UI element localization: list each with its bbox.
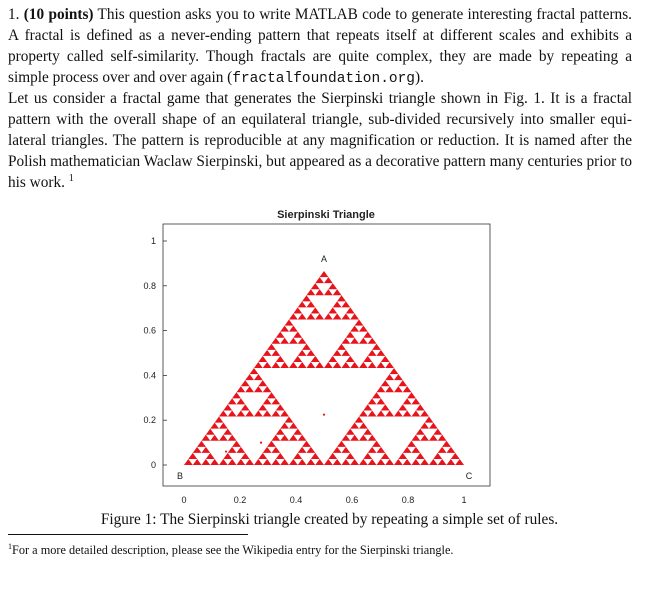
chart-title: Sierpinski Triangle bbox=[277, 209, 375, 221]
x-tick-label: 0 bbox=[181, 495, 187, 505]
source-url: fractalfoundation.org bbox=[232, 71, 416, 87]
x-tick-label: 0.2 bbox=[233, 495, 247, 505]
x-tick-label: 0.8 bbox=[401, 495, 415, 505]
stray-point bbox=[323, 414, 325, 416]
y-tick-label: 0.2 bbox=[143, 415, 156, 426]
footnote-reference: 1 bbox=[68, 172, 74, 184]
vertex-label-a: A bbox=[320, 254, 328, 265]
y-tick-label: 0.4 bbox=[143, 370, 156, 381]
y-tick-label: 0.6 bbox=[143, 325, 156, 336]
question-text: This question asks you to write MATLAB code to generate interesting fractal patterns. A fractal is defined as a never-ending pattern that repeats itself at different scales and exhibits a property called self-similarity. Though fractals are quite complex, they are made by repeating a simple process over and over again ( bbox=[8, 6, 632, 86]
x-tick-label: 1 bbox=[461, 495, 467, 505]
footnote-rule bbox=[8, 534, 248, 535]
question-number: 1. bbox=[8, 6, 20, 23]
stray-point bbox=[225, 450, 227, 452]
question-points: (10 points) bbox=[23, 6, 94, 23]
x-tick-label: 0.4 bbox=[289, 495, 303, 505]
vertex-label-c: C bbox=[465, 471, 473, 481]
y-tick-label: 1 bbox=[150, 236, 156, 246]
x-tick-label: 0.6 bbox=[345, 495, 359, 505]
question-text-end: ). bbox=[415, 69, 424, 86]
vertex-label-b: B bbox=[176, 471, 184, 481]
figure-caption: Figure 1: The Sierpinski triangle created by repeating a simple set of rules. bbox=[100, 511, 559, 528]
stray-point bbox=[260, 442, 262, 444]
y-tick-label: 0 bbox=[150, 460, 156, 470]
footnote-text: For a more detailed description, please see the Wikipedia entry for the Sierpinski triangle. bbox=[12, 543, 454, 557]
footnote-mark: 1 bbox=[8, 541, 12, 551]
description-text: Let us consider a fractal game that generates the Sierpinski triangle shown in Fig. 1. It is a fractal pattern with the overall shape of an equilateral triangle, sub-divided recursively into smaller equilateral triangles. The pattern is reproducible at any magnification or reduction. It is named after the Polish mathematician Waclaw Sierpinski, but appeared as a decorative pattern many centuries prior to his work. bbox=[8, 90, 632, 191]
footnote bbox=[8, 543, 454, 558]
y-tick-label: 0.8 bbox=[143, 280, 156, 291]
